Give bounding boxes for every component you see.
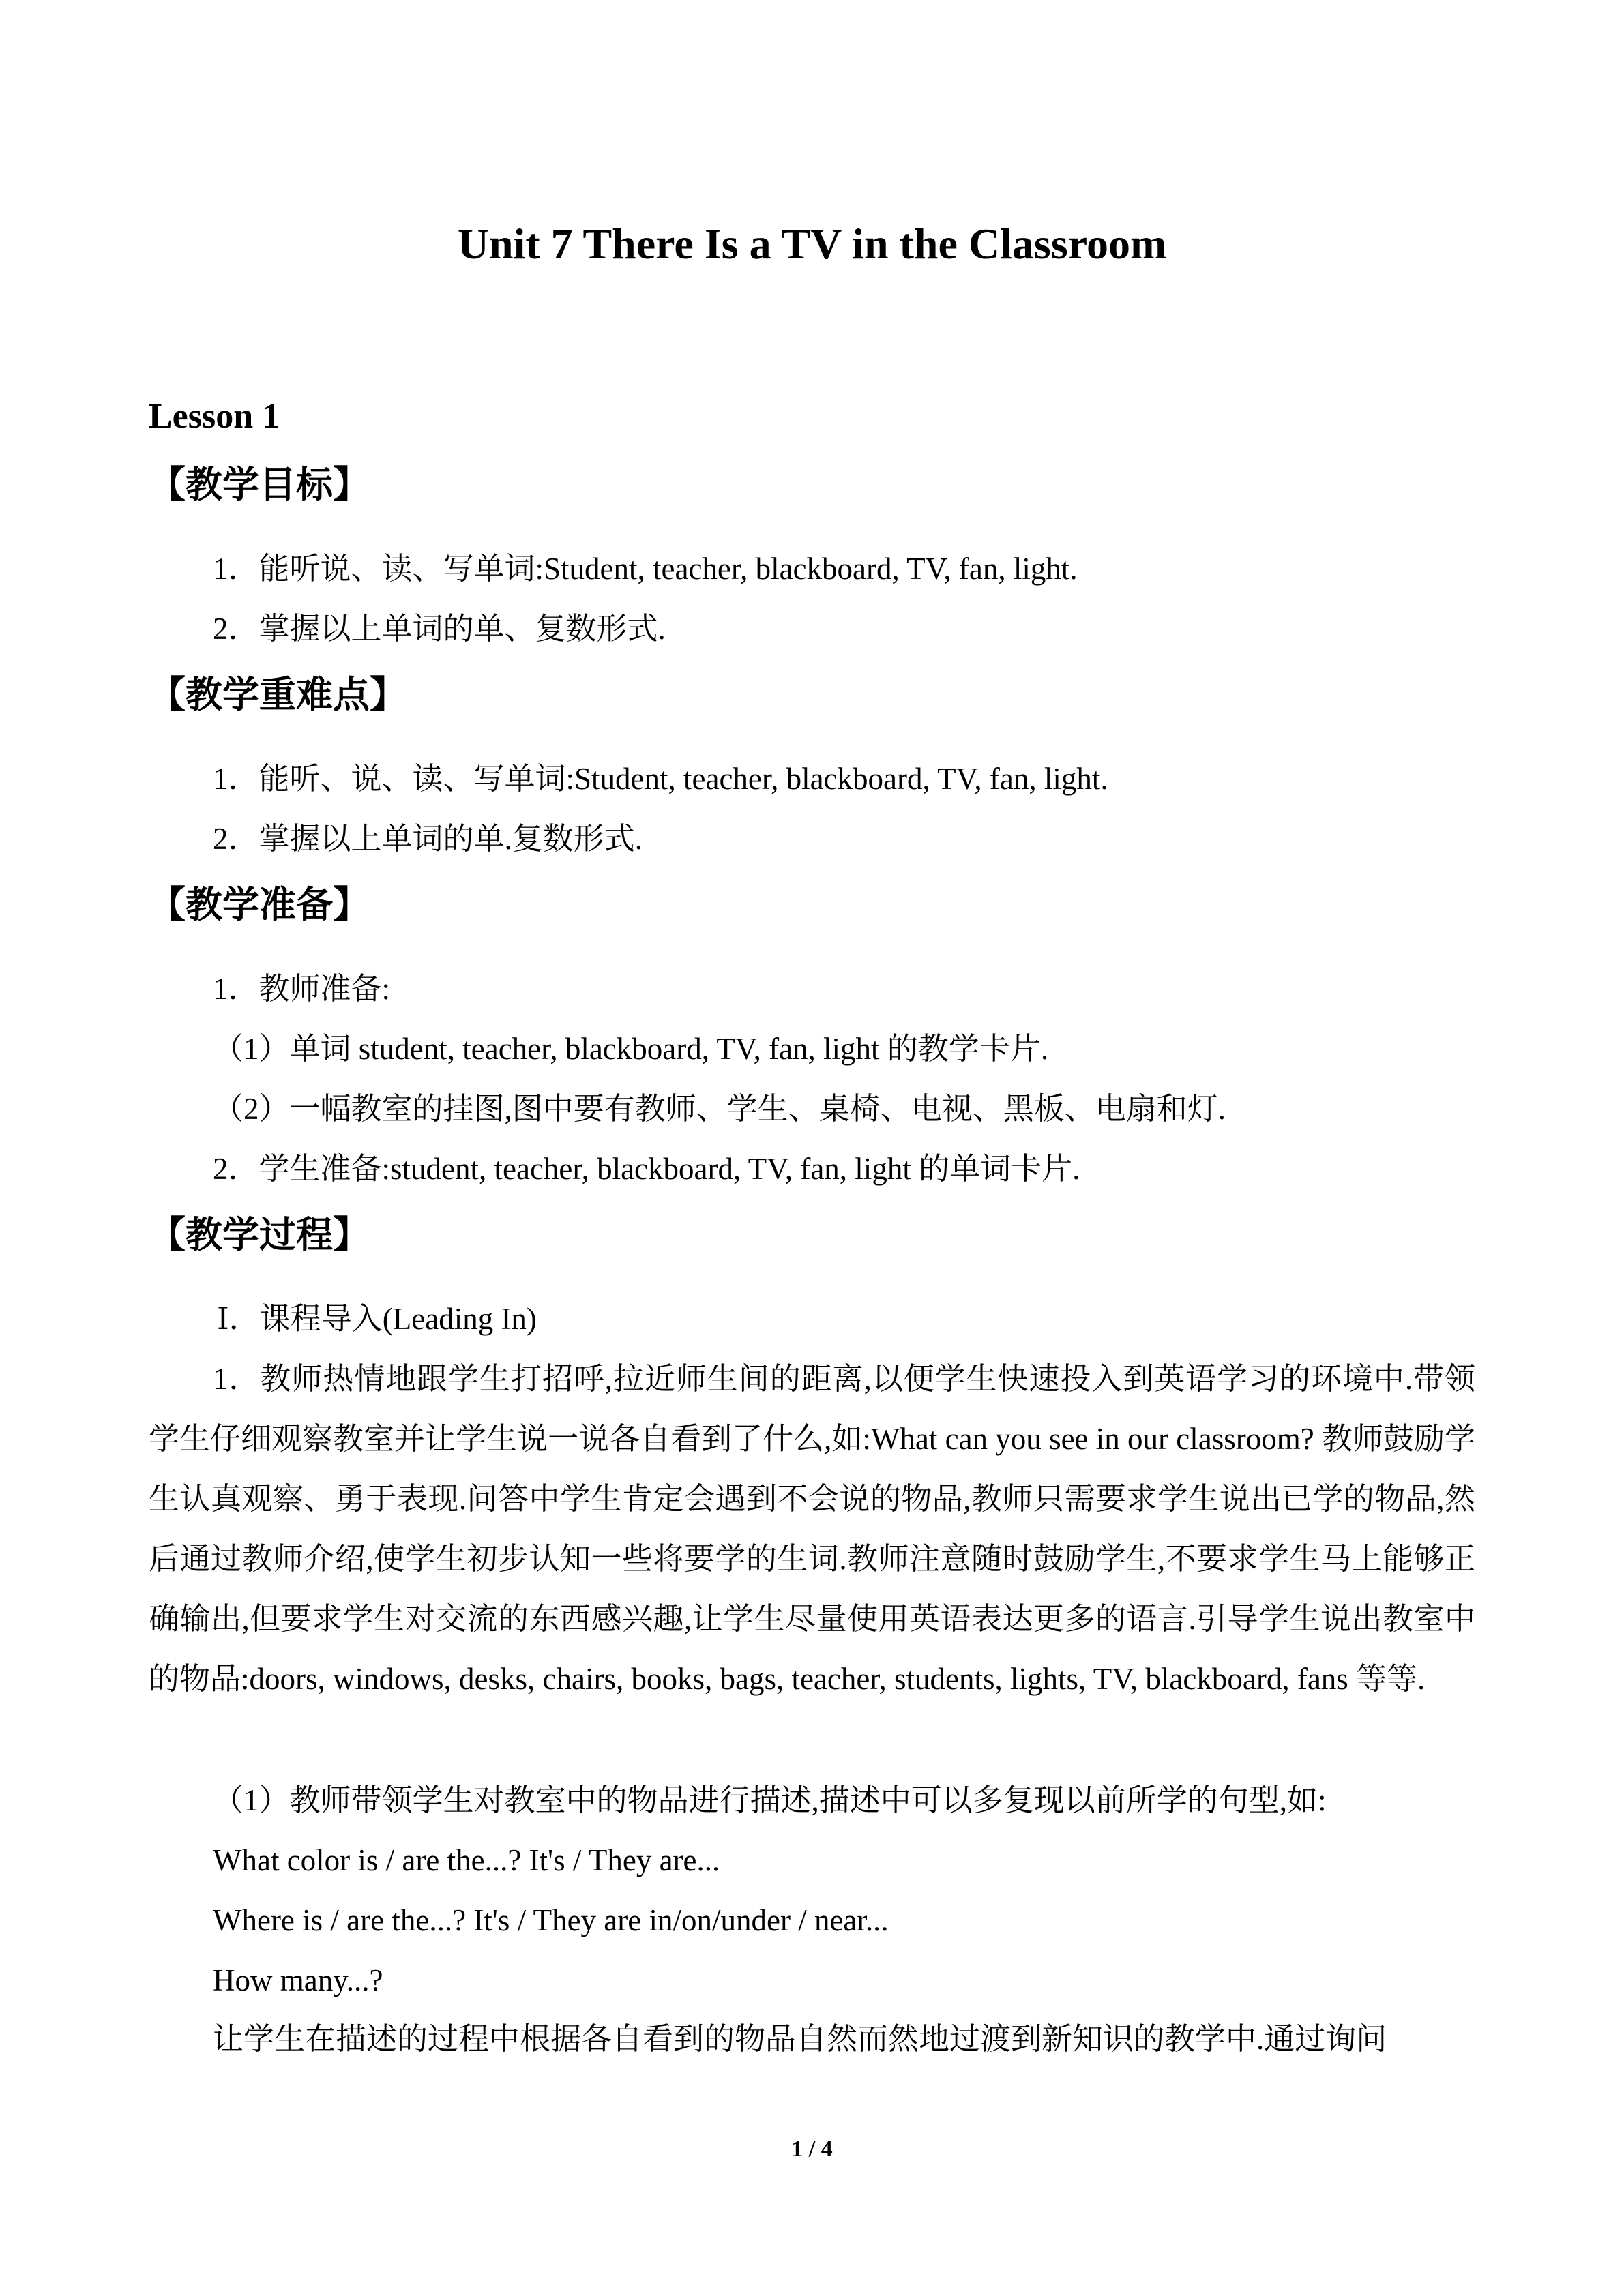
process-sub-item: （1）教师带领学生对教室中的物品进行描述,描述中可以多复现以前所学的句型,如: <box>213 1783 1327 1817</box>
process-last-line: 让学生在描述的过程中根据各自看到的物品自然而然地过渡到新知识的教学中.通过询问 <box>213 2022 1387 2056</box>
page-number: 1 / 4 <box>791 2136 833 2162</box>
sentence-pattern: How many...? <box>213 1963 383 1997</box>
section-heading-key-points: 【教学重难点】 <box>149 674 407 715</box>
key-point-item: 2．掌握以上单词的单.复数形式. <box>213 822 643 856</box>
preparation-item: 1．教师准备: <box>213 972 391 1006</box>
section-heading-process: 【教学过程】 <box>149 1214 370 1255</box>
objective-item: 1．能听说、读、写单词:Student, teacher, blackboard, TV, fan, light. <box>213 552 1078 586</box>
sentence-pattern: Where is / are the...? It's / They are in/on/under / near... <box>213 1903 889 1937</box>
process-paragraph: 1．教师热情地跟学生打招呼,拉近师生间的距离,以便学生快速投入到英语学习的环境中.带领学生仔细观察教室并让学生说一说各自看到了什么,如:What can you see in our classroom? 教师鼓励学生认真观察、勇于表现.问答中学生肯定会遇到不会说的物品,教师只需要求学生说出已学的物品,然后通过教师介绍,使学生初步认知一些将要学的生词.教师注意随时鼓励学生,不要求学生马上能够正确输出,但要求学生对交流的东西感兴趣,让学生尽量使用英语表达更多的语言.引导学生说出教室中的物品:doors, windows, desks, chairs, books, bags, teacher, students, lights, TV, blackboard, fans 等等. <box>149 1362 1475 1696</box>
preparation-item: 2．学生准备:student, teacher, blackboard, TV, fan, light 的单词卡片. <box>213 1152 1080 1186</box>
preparation-item: （1）单词 student, teacher, blackboard, TV, fan, light 的教学卡片. <box>213 1032 1049 1066</box>
document-title: Unit 7 There Is a TV in the Classroom <box>457 220 1167 268</box>
section-heading-preparation: 【教学准备】 <box>149 884 370 925</box>
lesson-label: Lesson 1 <box>149 397 280 436</box>
section-heading-objectives: 【教学目标】 <box>149 464 370 505</box>
process-step-title: Ⅰ．课程导入(Leading In) <box>217 1302 537 1336</box>
key-point-item: 1．能听、说、读、写单词:Student, teacher, blackboard, TV, fan, light. <box>213 762 1108 796</box>
objective-item: 2．掌握以上单词的单、复数形式. <box>213 612 666 646</box>
sentence-pattern: What color is / are the...? It's / They are... <box>213 1843 720 1877</box>
preparation-item: （2）一幅教室的挂图,图中要有教师、学生、桌椅、电视、黑板、电扇和灯. <box>213 1092 1226 1126</box>
